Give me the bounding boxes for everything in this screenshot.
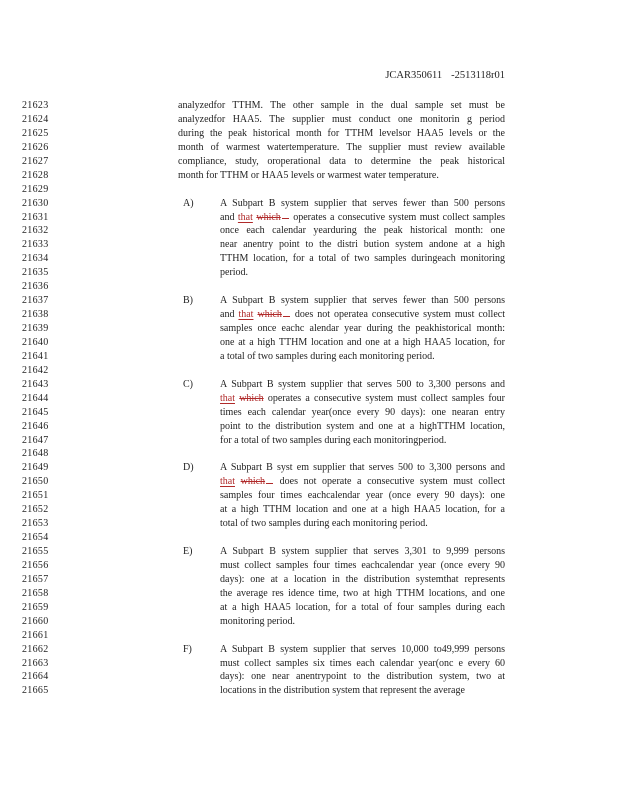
line-number: 21639 (22, 323, 49, 334)
text-run: for a total of two samples during each monitoringperiod. (220, 434, 447, 446)
text-run: samples four times eachcalendar year (once every 90 days): one (220, 490, 505, 502)
document-line (0, 670, 618, 684)
text-run: must collect samples four times eachcalendar year (once every 90 (220, 559, 505, 571)
text-run: month for TTHM or HAA5 levels or warmest water temperature. (178, 169, 439, 181)
text-run: monitoring period. (220, 615, 295, 627)
document-line (0, 629, 618, 643)
document-line (0, 294, 618, 308)
line-number: 21657 (22, 573, 49, 585)
line-text (220, 392, 505, 406)
document-line (0, 211, 618, 225)
section-label: A) (183, 197, 194, 209)
document-line (0, 587, 618, 601)
deleted-text: which (256, 212, 289, 223)
text-run: A Subpart B system supplier that serves fewer than 500 persons (220, 295, 505, 307)
line-number: 21635 (22, 267, 49, 279)
text-run: compliance, study, oroperational data to determine the peak historical (178, 155, 505, 167)
line-text (220, 238, 505, 252)
line-number: 21641 (22, 350, 49, 362)
text-run: near anentry point to the distri bution system andone at a high (220, 239, 505, 251)
text-run: one at a high TTHM location and one at a high HAA5 location, for (220, 336, 505, 348)
line-number: 21624 (22, 113, 49, 125)
document-line (0, 489, 618, 503)
line-text (220, 308, 505, 322)
text-run: days): one near anentrypoint to the distribution system, two at (220, 671, 505, 683)
line-text (220, 224, 505, 238)
deleted-text: which (241, 476, 274, 487)
line-number: 21654 (22, 532, 49, 544)
line-number: 21651 (22, 490, 49, 502)
document-line (0, 657, 618, 671)
line-text (178, 169, 505, 183)
document-line (0, 197, 618, 211)
section-label: F) (183, 643, 192, 655)
text-run: A Subpart B system supplier that serves 10,000 to49,999 persons (220, 643, 505, 655)
inserted-text: that (220, 392, 235, 404)
text-run: the average res idence time, two at high TTHM locations, and one (220, 587, 505, 599)
text-run: at a high HAA5 location, for a total of four samples during each (220, 601, 505, 613)
text-run: and (220, 309, 239, 321)
line-number: 21632 (22, 225, 49, 237)
text-run (235, 476, 241, 487)
line-text (220, 252, 505, 266)
line-text (220, 461, 505, 475)
document-line (0, 378, 618, 392)
document-line (0, 420, 618, 434)
text-run: at a high TTHM location and one at a high HAA5 location, for a (220, 504, 505, 516)
document-line (0, 252, 618, 266)
document-line (0, 141, 618, 155)
text-run: during the peak historical month for TTHM levelsor HAA5 levels or the (178, 127, 505, 139)
line-text (220, 587, 505, 601)
document-line (0, 113, 618, 127)
document-line (0, 392, 618, 406)
text-run: total of two samples during each monitoring period. (220, 518, 428, 530)
section-label: B) (183, 295, 193, 307)
line-number: 21643 (22, 378, 49, 390)
line-number: 21628 (22, 169, 49, 181)
line-text (220, 670, 505, 684)
line-text (220, 294, 505, 308)
line-number: 21627 (22, 155, 49, 167)
line-number: 21653 (22, 518, 49, 530)
line-text (220, 615, 505, 629)
text-run: must collect samples six times each calendar year(onc e every 60 (220, 657, 505, 669)
line-number: 21656 (22, 559, 49, 571)
line-number: 21634 (22, 253, 49, 265)
text-run: samples once eachc alendar year during the peakhistorical month: (220, 323, 505, 334)
text-run: operates a consecutive system must collect samples four (263, 392, 505, 404)
document-line (0, 643, 618, 657)
text-run: does not operatea consecutive system must collect (290, 309, 505, 321)
line-text (220, 336, 505, 350)
line-number: 21645 (22, 406, 49, 418)
line-number: 21626 (22, 141, 49, 153)
document-line (0, 266, 618, 280)
text-run: A Subpart B system supplier that serves 3,301 to 9,999 persons (220, 546, 505, 557)
line-text (220, 350, 505, 364)
text-run: and (220, 211, 238, 223)
line-text (220, 266, 505, 280)
docket-number: JCAR350611 (385, 70, 443, 81)
line-number: 21633 (22, 239, 49, 251)
text-run: once each calendar yearduring the peak historical month: one (220, 225, 505, 237)
text-run: operates a consecutive system must collect samples (289, 211, 505, 223)
text-run: locations in the distribution system that represent the average (220, 685, 465, 697)
line-number: 21625 (22, 127, 49, 139)
document-line (0, 308, 618, 322)
document-line (0, 99, 618, 113)
document-line (0, 517, 618, 531)
line-number: 21648 (22, 448, 49, 460)
document-line (0, 169, 618, 183)
inserted-text: that (220, 476, 235, 488)
line-text (220, 197, 505, 211)
document-line (0, 684, 618, 698)
text-run: analyzedfor TTHM. The other sample in the dual sample set must be (178, 100, 505, 111)
line-number: 21642 (22, 364, 49, 376)
document-line (0, 434, 618, 448)
line-number: 21647 (22, 434, 49, 446)
line-number: 21662 (22, 643, 49, 655)
line-text (178, 113, 505, 127)
document-line (0, 183, 618, 197)
line-number: 21652 (22, 504, 49, 516)
line-number: 21644 (22, 392, 49, 404)
section-label: D) (183, 462, 194, 474)
line-text (220, 420, 505, 434)
line-number: 21649 (22, 462, 49, 474)
document-line (0, 406, 618, 420)
line-number: 21623 (22, 100, 49, 111)
inserted-text: that (238, 309, 254, 321)
text-run: a total of two samples during each monitoring period. (220, 350, 435, 362)
text-run: A Subpart B syst em supplier that serves 500 to 3,300 persons and (220, 462, 505, 474)
line-text (220, 657, 505, 671)
line-text (220, 559, 505, 573)
line-number: 21637 (22, 295, 49, 307)
text-run: period. (220, 267, 249, 279)
document-line (0, 573, 618, 587)
line-text (178, 141, 505, 155)
document-header (0, 69, 505, 82)
section-label: E) (183, 546, 193, 557)
line-number: 21630 (22, 197, 49, 209)
line-number: 21660 (22, 615, 49, 627)
line-text (178, 127, 505, 141)
line-number: 21658 (22, 587, 49, 599)
line-text (220, 517, 505, 531)
line-text (220, 211, 505, 225)
document-line (0, 364, 618, 378)
line-text (220, 601, 505, 615)
line-number: 21655 (22, 546, 49, 557)
line-number: 21661 (22, 629, 49, 641)
revision-number: -2513118r01 (451, 70, 505, 81)
document-line (0, 224, 618, 238)
line-number: 21665 (22, 685, 49, 697)
line-text (178, 99, 505, 113)
line-text (220, 643, 505, 657)
document-line (0, 503, 618, 517)
document-line (0, 531, 618, 545)
line-text (220, 475, 505, 489)
line-text (220, 406, 505, 420)
line-text (220, 573, 505, 587)
document-line (0, 322, 618, 336)
text-run: TTHM location, for a total of two samples duringeach monitoring (220, 253, 505, 265)
text-run: point to the distribution system and one at a highTTHM location, (220, 420, 505, 432)
deleted-text: which (257, 309, 290, 320)
document-line (0, 447, 618, 461)
text-run: month of warmest watertemperature. The supplier must review available (178, 141, 505, 153)
text-run: analyzedfor HAA5. The supplier must conduct one monitorin g period (178, 113, 505, 125)
document-line (0, 615, 618, 629)
line-number: 21629 (22, 183, 49, 195)
deleted-text: which (239, 392, 264, 404)
line-text (178, 155, 505, 169)
line-text (220, 434, 505, 448)
document-line (0, 601, 618, 615)
line-number: 21659 (22, 601, 49, 613)
line-text (220, 503, 505, 517)
document-line (0, 127, 618, 141)
line-number: 21638 (22, 309, 49, 321)
section-label: C) (183, 378, 193, 390)
line-text (220, 322, 505, 336)
line-number: 21663 (22, 657, 49, 669)
line-text (220, 378, 505, 392)
text-run: times each calendar year(once every 90 days): one nearan entry (220, 406, 505, 418)
text-run: days): one at a location in the distribution systemthat represents (220, 573, 505, 585)
line-text (220, 545, 505, 559)
text-run: does not operate a consecutive system must collect (274, 476, 505, 488)
line-number: 21640 (22, 336, 49, 348)
text-run: A Subpart B system supplier that serves fewer than 500 persons (220, 197, 505, 209)
document-line (0, 280, 618, 294)
document-line (0, 559, 618, 573)
document-lines (0, 99, 618, 698)
document-line (0, 350, 618, 364)
line-number: 21636 (22, 281, 49, 293)
line-number: 21664 (22, 671, 49, 683)
document-line (0, 336, 618, 350)
line-number: 21631 (22, 211, 49, 223)
document-line (0, 461, 618, 475)
line-text (220, 684, 505, 698)
line-text (220, 489, 505, 503)
text-run: A Subpart B system supplier that serves 500 to 3,300 persons and (220, 378, 505, 390)
document-line (0, 238, 618, 252)
document-line (0, 545, 618, 559)
inserted-text: that (237, 211, 253, 223)
document-line (0, 475, 618, 489)
line-number: 21646 (22, 420, 49, 432)
document-line (0, 155, 618, 169)
line-number: 21650 (22, 476, 49, 488)
